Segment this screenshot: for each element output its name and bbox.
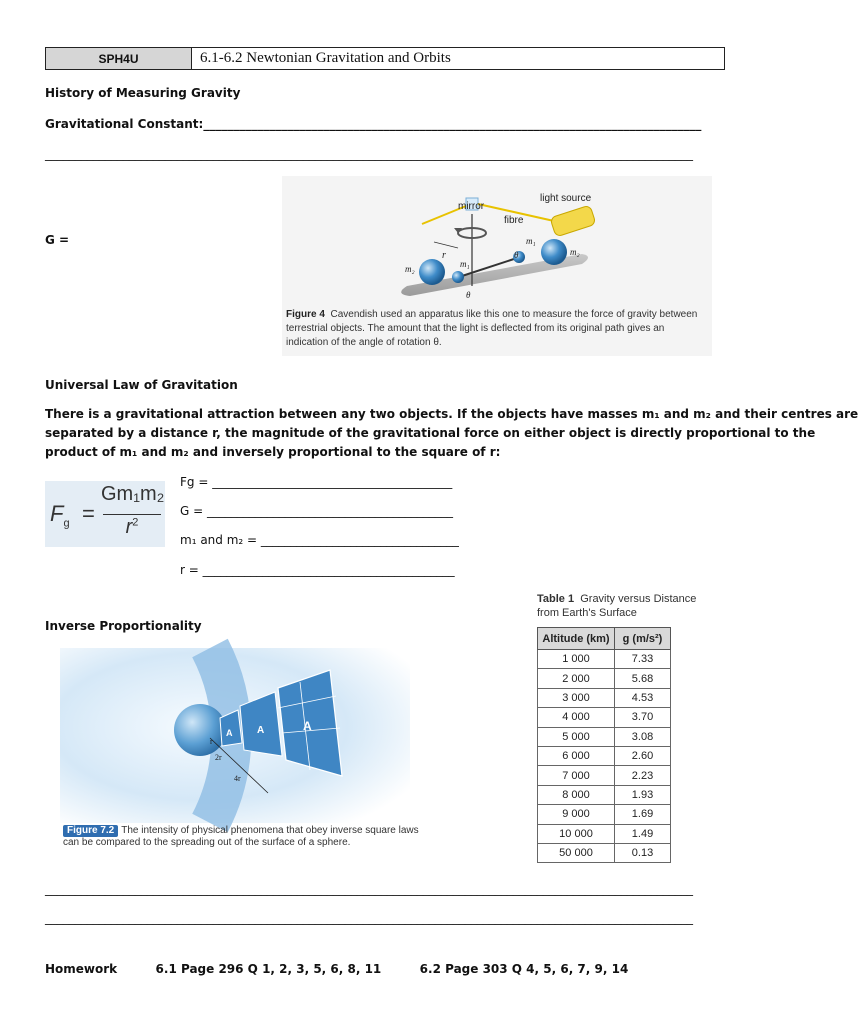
law-paragraph-line3: product of m₁ and m₂ and inversely proportional to the square of r: [45,445,501,459]
table-row [538,708,671,727]
table-row [538,843,671,862]
label-a-small: A [226,728,233,738]
table-row [538,727,671,746]
formula-numerator: Gm₁m₂ [101,483,165,505]
course-code: SPH4U [46,48,192,69]
homework-part1: 6.1 Page 296 Q 1, 2, 3, 5, 6, 8, 11 [155,962,382,976]
label-r: r [442,250,446,261]
table-row [538,766,671,785]
law-paragraph-line2: separated by a distance r, the magnitude of the gravitational force on either object is directly proportional to the [45,426,816,440]
homework-row [45,962,628,976]
g-cell: 3.08 [615,727,671,746]
label-4r: 4r [234,774,241,783]
g-cell: 5.68 [615,669,671,688]
small-sphere-left [452,271,464,283]
label-a-medium: A [257,725,265,736]
table-row [538,824,671,843]
formula-fraction-bar [103,514,161,515]
definition-g: G = _________________________________________ [180,504,453,518]
inverse-square-diagram [60,648,410,823]
definition-r: r = __________________________________________ [180,563,455,577]
g-cell: 3.70 [615,708,671,727]
label-r: r [210,737,213,746]
altitude-cell: 50 000 [538,843,615,862]
altitude-cell: 2 000 [538,669,615,688]
figure72-badge: Figure 7.2 [63,825,118,837]
altitude-cell: 9 000 [538,805,615,824]
table-row [538,669,671,688]
label-theta-bottom: θ [466,290,471,300]
label-a-large: A [303,719,312,733]
label-mirror: mirror [458,201,485,212]
altitude-cell: 8 000 [538,785,615,804]
table-row [538,785,671,804]
gravity-distance-table [537,627,671,863]
table-row [538,650,671,669]
g-cell: 1.49 [615,824,671,843]
gravitation-formula [45,481,165,547]
table-row [538,746,671,765]
figure4-caption-text: Cavendish used an apparatus like this one to measure the force of gravity between terrestrial objects. The amount that the light is deflected from its original path gives an indication of the angle of rotation θ. [286,309,698,348]
column-header-g: g (m/s²) [615,628,671,650]
inverse-square-figure [60,648,410,823]
g-label: G = [45,233,70,247]
g-cell: 2.60 [615,746,671,765]
label-m2-right: m₂ [570,247,580,257]
formula-denominator: $r^2$ [125,516,139,538]
altitude-cell: 10 000 [538,824,615,843]
blank-line: ____________________________________________________________________________________________________________ [45,882,693,896]
label-2r: 2r [215,753,222,762]
altitude-cell: 1 000 [538,650,615,669]
homework-label: Homework [45,962,118,976]
light-source-shape [550,205,596,237]
blank-line: ____________________________________________________________________________________________________________ [45,911,693,925]
grav-constant-label: Gravitational Constant: [45,117,204,131]
label-m1-right: m₁ [526,236,536,246]
g-cell: 1.93 [615,785,671,804]
formula-lhs: $F_g$ [50,501,70,530]
law-paragraph-line1: There is a gravitational attraction between any two objects. If the objects have masses m₁ and m₂ and their centres are [45,407,858,421]
altitude-cell: 7 000 [538,766,615,785]
blank-line: ____________________________________________________________________________________________________________ [45,147,693,161]
table1-caption-label: Table 1 [537,593,575,605]
label-theta-right: θ [514,250,519,260]
table-row [538,805,671,824]
table-row [538,688,671,707]
g-cell: 1.69 [615,805,671,824]
table-header-row [538,628,671,650]
label-fibre: fibre [504,215,524,226]
altitude-cell: 5 000 [538,727,615,746]
g-cell: 0.13 [615,843,671,862]
altitude-cell: 6 000 [538,746,615,765]
definition-masses: m₁ and m₂ = _________________________________ [180,533,459,547]
g-cell: 4.53 [615,688,671,707]
label-light-source: light source [540,193,592,204]
section-heading-universal-law: Universal Law of Gravitation [45,378,238,392]
page-title: 6.1-6.2 Newtonian Gravitation and Orbits [200,50,451,66]
large-sphere-right [541,239,567,265]
figure4-caption-label: Figure 4 [286,309,325,320]
altitude-cell: 3 000 [538,688,615,707]
table1-caption-text: Gravity versus Distance from Earth's Surface [537,593,697,619]
large-sphere-left [419,259,445,285]
header-box [45,47,725,70]
blank-line: ___________________________________________________________________________________ [203,117,702,131]
figure4-caption [286,308,706,350]
g-cell: 7.33 [615,650,671,669]
table1-caption [537,592,707,620]
label-m1-left: m₁ [460,259,470,269]
formula-equals: = [82,501,95,526]
section-heading-history: History of Measuring Gravity [45,86,241,100]
homework-part2: 6.2 Page 303 Q 4, 5, 6, 7, 9, 14 [419,962,629,976]
grav-constant-row [45,117,725,131]
section-heading-inverse: Inverse Proportionality [45,619,202,633]
column-header-altitude: Altitude (km) [538,628,615,650]
altitude-cell: 4 000 [538,708,615,727]
figure72-caption-text: The intensity of physical phenomena that obey inverse square laws can be compared to the spreading out of the surface of a sphere. [63,825,419,848]
definition-fg: Fg = ________________________________________ [180,475,453,489]
g-cell: 2.23 [615,766,671,785]
label-m2-left: m₂ [405,264,415,274]
figure72-caption [63,825,423,849]
source-sphere [174,704,226,756]
